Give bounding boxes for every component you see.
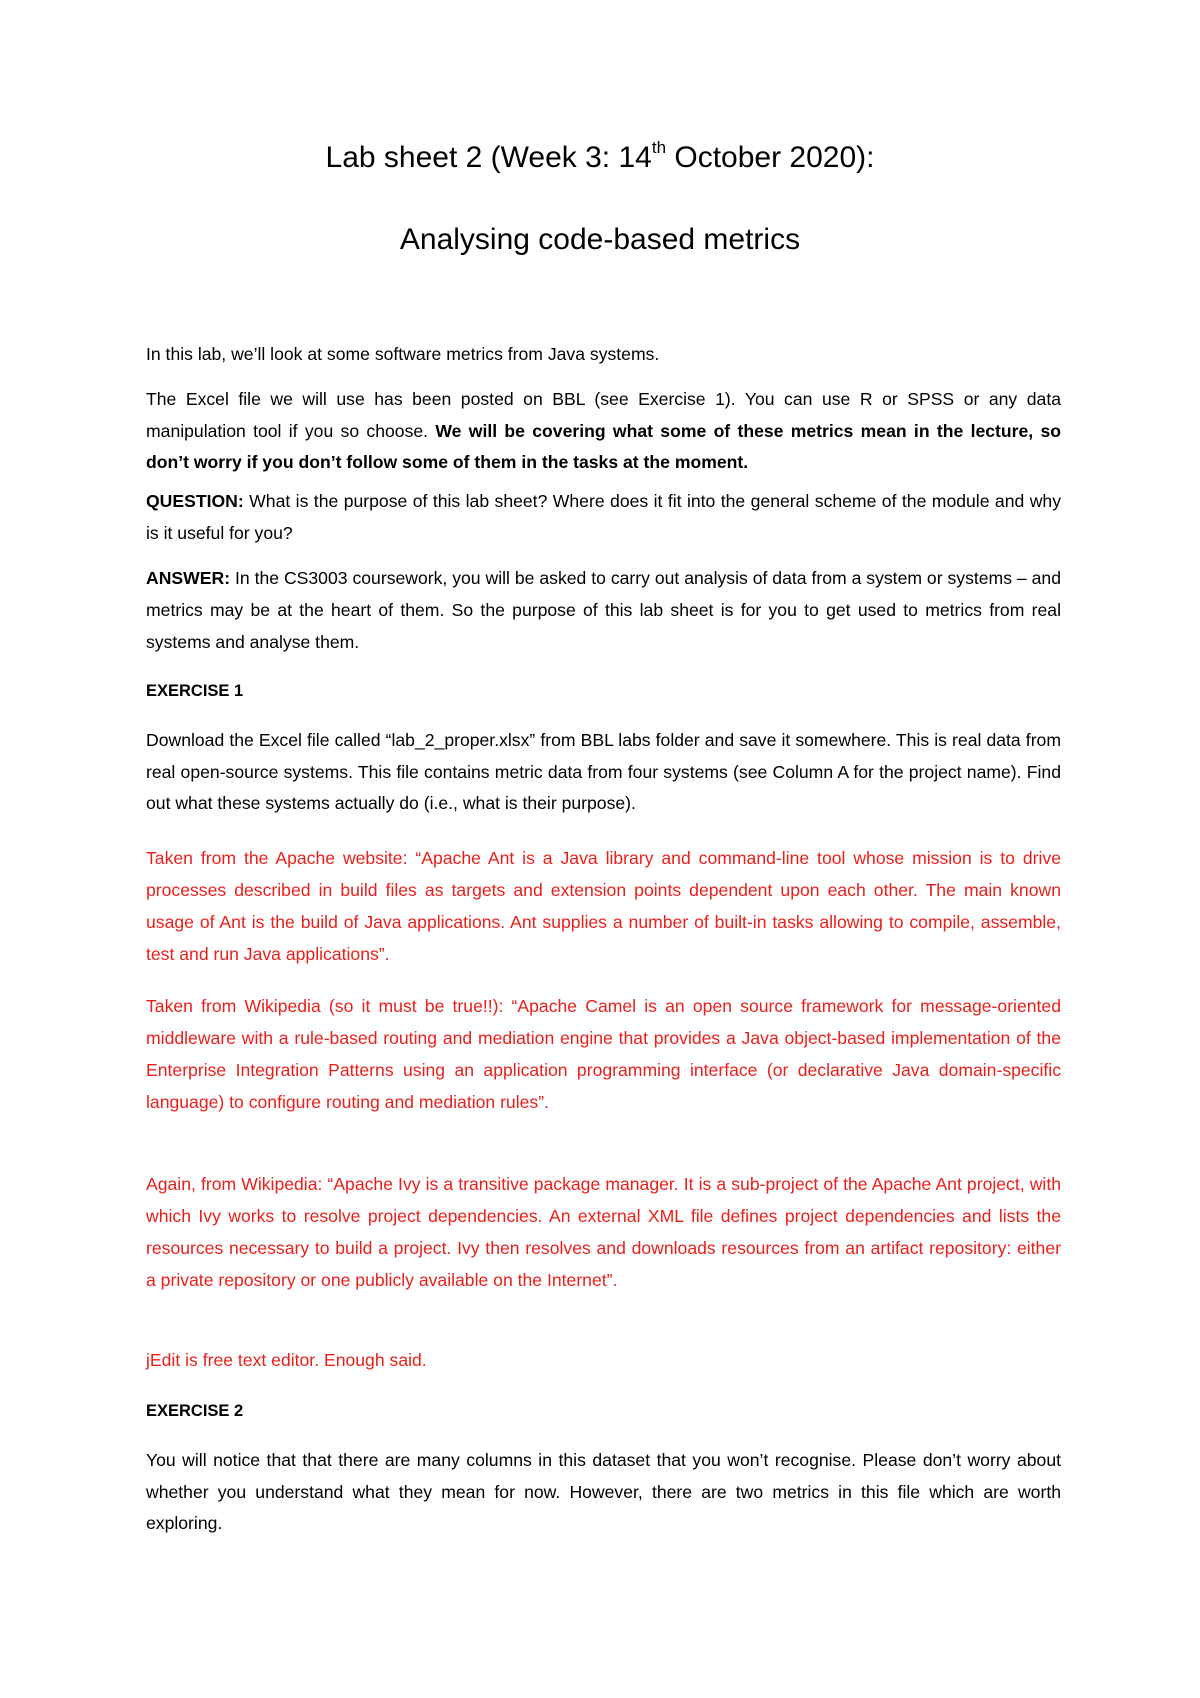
page-subtitle: Analysing code-based metrics — [399, 223, 801, 256]
apache-ivy-description: Again, from Wikipedia: “Apache Ivy is a transitive package manager. It is a sub-project of the Apache Ant project, with which Ivy works to resolve project dependencies. An external XML file defines project dependencies and lists the resources necessary to build a project. Ivy then resolves and downloads resources from an artifact repository: either a private repository or one publicly available on the Internet”. — [146, 1174, 1061, 1290]
jedit-description: jEdit is free text editor. Enough said. — [146, 1350, 427, 1370]
page-title: Lab sheet 2 (Week 3: 14th October 2020): — [325, 138, 875, 174]
exercise-2-heading: EXERCISE 2 — [146, 1402, 244, 1420]
answer-paragraph: ANSWER: In the CS3003 coursework, you will be asked to carry out analysis of data from a system or systems – and metrics may be at the heart of them. So the purpose of this lab sheet is for you to get used to metrics from real systems and analyse them. — [146, 568, 1061, 652]
excel-file-paragraph: The Excel file we will use has been posted on BBL (see Exercise 1). You can use R or SPSS or any data manipulation tool if you so choose. We will be covering what some of these metrics mean in the lecture, so don’t worry if you don’t follow some of them in the tasks at the moment. — [146, 389, 1062, 472]
exercise-2-text: You will notice that that there are many columns in this dataset that you won’t recognise. Please don’t worry about whether you understand what they mean for now. However, there are two metrics in this file which are worth exploring. — [146, 1450, 1061, 1533]
question-paragraph: QUESTION: What is the purpose of this lab sheet? Where does it fit into the general scheme of the module and why is it useful for you? — [146, 491, 1061, 543]
exercise-1-instructions: Download the Excel file called “lab_2_proper.xlsx” from BBL labs folder and save it somewhere. This is real data from real open-source systems. This file contains metric data from four systems (see Column A for the project name). Find out what these systems actually do (i.e., what is their purpose). — [146, 730, 1061, 813]
apache-camel-description: Taken from Wikipedia (so it must be true!!): “Apache Camel is an open source framework for message-oriented middleware with a rule-based routing and mediation engine that provides a Java object-based implementation of the Enterprise Integration Patterns using an application programming interface (or declarative Java domain-specific language) to configure routing and mediation rules”. — [146, 996, 1061, 1112]
exercise-1-heading: EXERCISE 1 — [146, 682, 244, 700]
intro-paragraph: In this lab, we’ll look at some software metrics from Java systems. — [146, 344, 660, 364]
apache-ant-description: Taken from the Apache website: “Apache Ant is a Java library and command-line tool whose mission is to drive processes described in build files as targets and extension points dependent upon each other. The main known usage of Ant is the build of Java applications. Ant supplies a number of built-in tasks allowing to compile, assemble, test and run Java applications”. — [146, 848, 1061, 964]
